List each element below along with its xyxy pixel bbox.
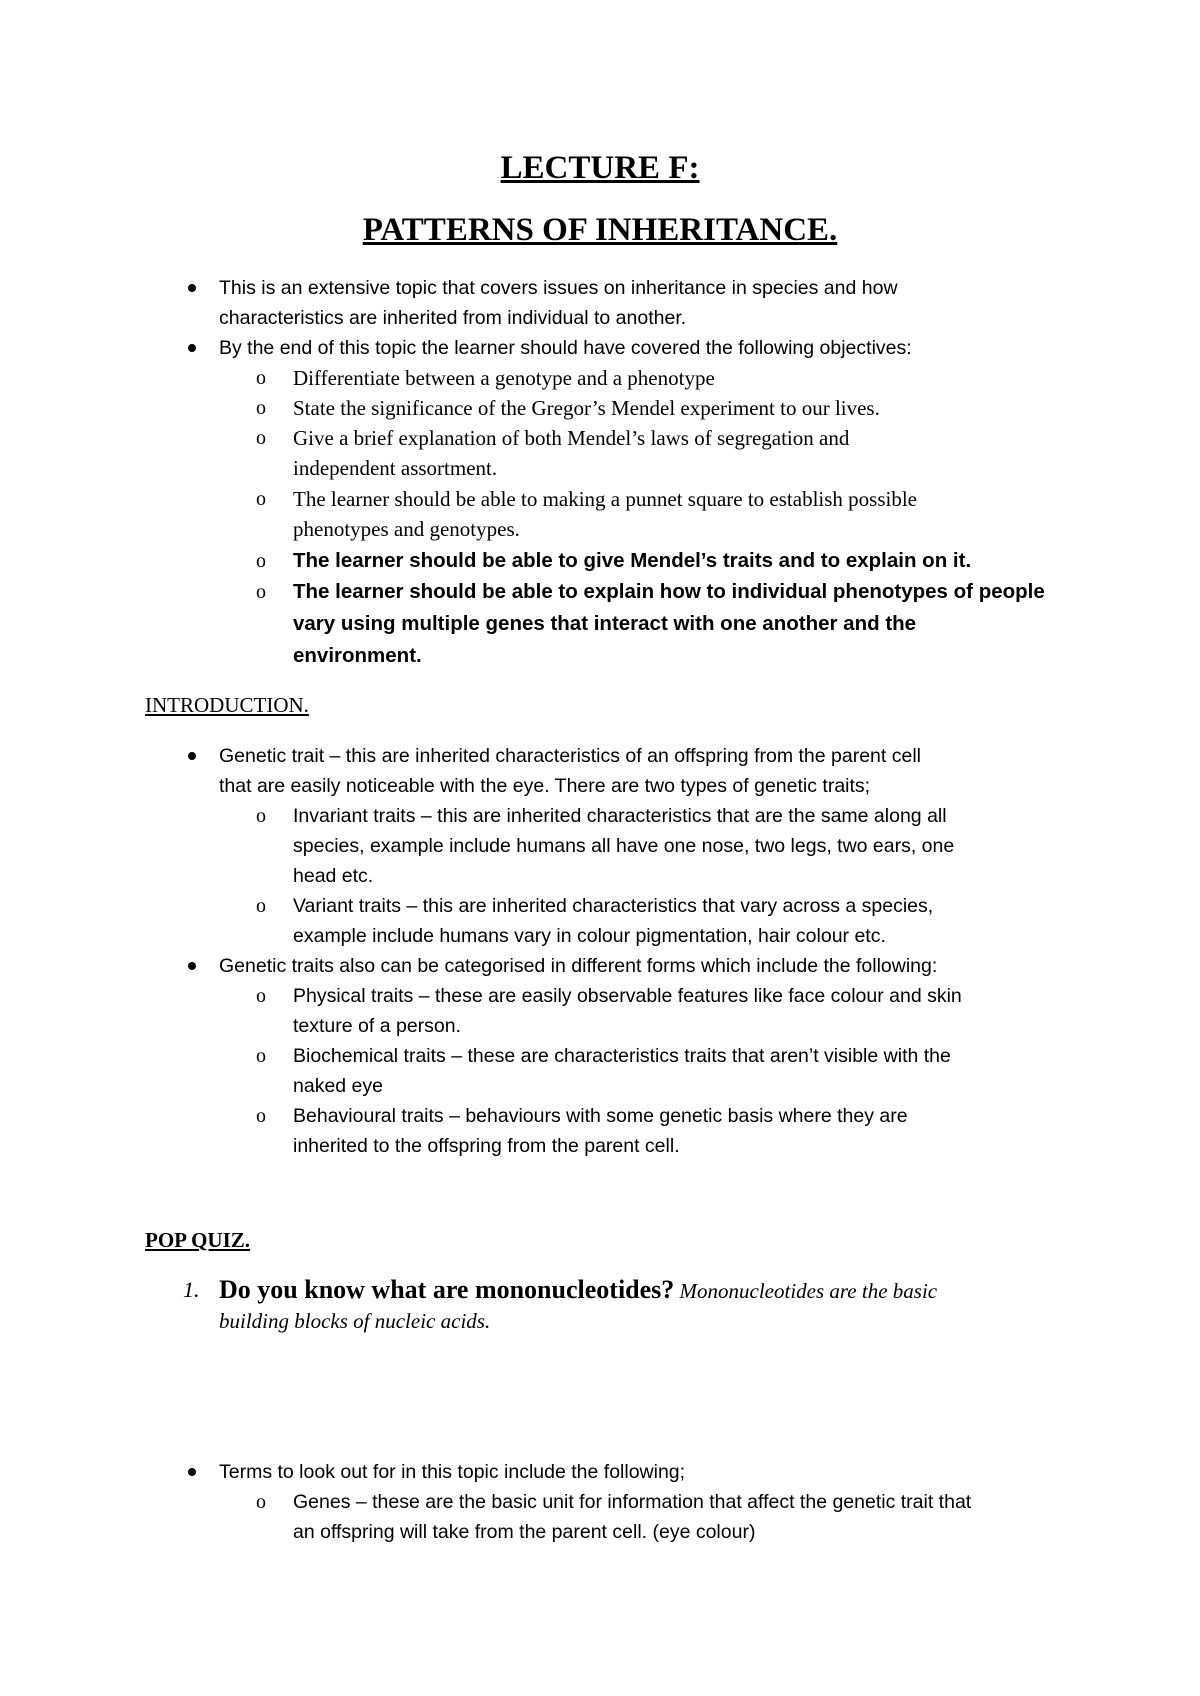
sub-bullet-marker: o bbox=[256, 367, 266, 389]
physical-traits-line-1: Physical traits – these are easily observable features like face colour and skin bbox=[293, 985, 962, 1007]
sub-bullet-marker: o bbox=[256, 581, 266, 603]
topic-title: PATTERNS OF INHERITANCE. bbox=[362, 212, 838, 248]
objective-2: State the significance of the Gregor’s Mendel experiment to our lives. bbox=[293, 396, 880, 420]
pop-quiz-heading: POP QUIZ. bbox=[145, 1228, 251, 1252]
intro-genetic-trait-line-2: that are easily noticeable with the eye. There are two types of genetic traits; bbox=[219, 775, 871, 797]
objective-6-line-3: environment. bbox=[293, 644, 422, 667]
objective-4-line-2: phenotypes and genotypes. bbox=[293, 517, 520, 541]
sub-bullet-marker: o bbox=[256, 895, 266, 917]
objective-5: The learner should be able to give Mendel’s traits and to explain on it. bbox=[293, 549, 972, 572]
bullet-dot bbox=[188, 1468, 196, 1476]
quiz-question: Do you know what are mononucleotides? bbox=[219, 1275, 675, 1304]
bullet-dot bbox=[188, 344, 196, 352]
biochemical-traits-line-2: naked eye bbox=[293, 1075, 383, 1097]
intro-genetic-trait-line-1: Genetic trait – this are inherited characteristics of an offspring from the parent cell bbox=[219, 745, 921, 767]
genes-definition-line-2: an offspring will take from the parent cell. (eye colour) bbox=[293, 1521, 756, 1543]
sub-bullet-marker: o bbox=[256, 1045, 266, 1067]
bullet-dot bbox=[188, 962, 196, 970]
objective-3-line-2: independent assortment. bbox=[293, 456, 498, 480]
intro-categories-line-1: Genetic traits also can be categorised in different forms which include the following: bbox=[219, 955, 938, 977]
physical-traits-line-2: texture of a person. bbox=[293, 1015, 462, 1037]
variant-traits-line-1: Variant traits – this are inherited characteristics that vary across a species, bbox=[293, 895, 934, 917]
sub-bullet-marker: o bbox=[256, 1491, 266, 1513]
invariant-traits-line-3: head etc. bbox=[293, 865, 374, 887]
sub-bullet-marker: o bbox=[256, 397, 266, 419]
intro-bullet-1-line-1: This is an extensive topic that covers issues on inheritance in species and how bbox=[219, 277, 898, 299]
sub-bullet-marker: o bbox=[256, 427, 266, 449]
biochemical-traits-line-1: Biochemical traits – these are characteristics traits that aren’t visible with the bbox=[293, 1045, 951, 1067]
objective-6-line-2: vary using multiple genes that interact with one another and the bbox=[293, 612, 917, 635]
behavioural-traits-line-2: inherited to the offspring from the parent cell. bbox=[293, 1135, 680, 1157]
objective-6-line-1: The learner should be able to explain how to individual phenotypes of people bbox=[293, 580, 1045, 603]
invariant-traits-line-2: species, example include humans all have one nose, two legs, two ears, one bbox=[293, 835, 955, 857]
terms-bullet-line-1: Terms to look out for in this topic include the following; bbox=[219, 1461, 686, 1483]
invariant-traits-line-1: Invariant traits – this are inherited characteristics that are the same along all bbox=[293, 805, 947, 827]
lecture-title: LECTURE F: bbox=[500, 150, 700, 186]
sub-bullet-marker: o bbox=[256, 985, 266, 1007]
bullet-dot bbox=[188, 284, 196, 292]
bullet-dot bbox=[188, 752, 196, 760]
sub-bullet-marker: o bbox=[256, 805, 266, 827]
intro-bullet-1-line-2: characteristics are inherited from individual to another. bbox=[219, 307, 687, 329]
quiz-answer-line-2: building blocks of nucleic acids. bbox=[219, 1309, 491, 1333]
quiz-answer-line-1: Mononucleotides are the basic bbox=[674, 1279, 938, 1303]
sub-bullet-marker: o bbox=[256, 1105, 266, 1127]
objective-3-line-1: Give a brief explanation of both Mendel’s laws of segregation and bbox=[293, 426, 850, 450]
variant-traits-line-2: example include humans vary in colour pigmentation, hair colour etc. bbox=[293, 925, 886, 947]
sub-bullet-marker: o bbox=[256, 550, 266, 572]
objective-1: Differentiate between a genotype and a phenotype bbox=[293, 366, 715, 390]
sub-bullet-marker: o bbox=[256, 488, 266, 510]
behavioural-traits-line-1: Behavioural traits – behaviours with some genetic basis where they are bbox=[293, 1105, 908, 1127]
objective-4-line-1: The learner should be able to making a punnet square to establish possible bbox=[293, 487, 918, 511]
introduction-heading: INTRODUCTION. bbox=[145, 693, 309, 717]
genes-definition-line-1: Genes – these are the basic unit for information that affect the genetic trait that bbox=[293, 1491, 972, 1513]
quiz-number: 1. bbox=[183, 1277, 200, 1302]
intro-bullet-2-line-1: By the end of this topic the learner should have covered the following objectives: bbox=[219, 337, 912, 359]
